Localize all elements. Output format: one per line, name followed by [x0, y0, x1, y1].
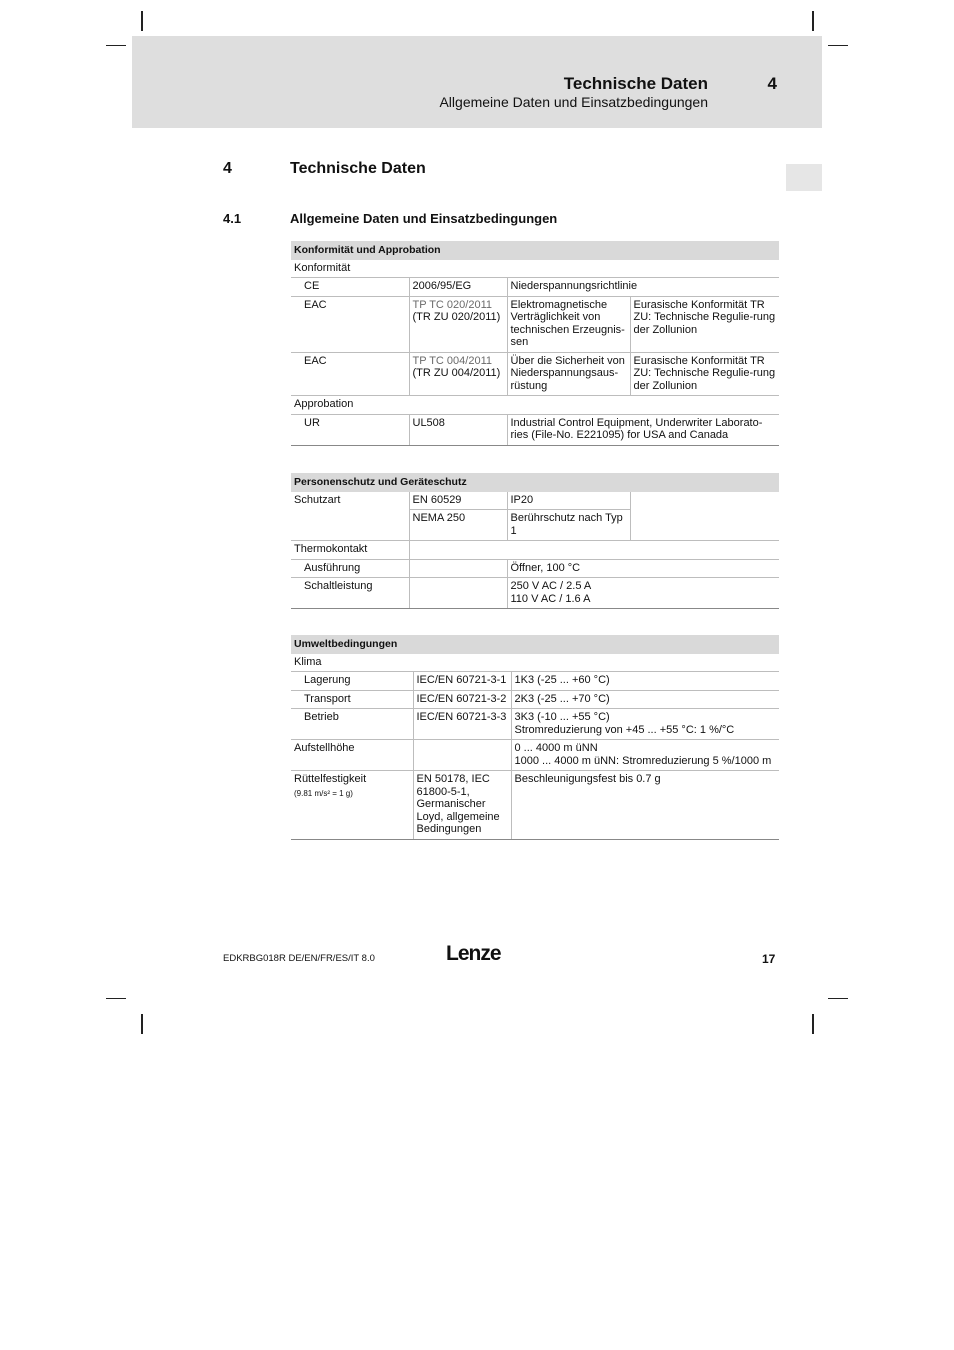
row-standard: 2006/95/EG [409, 278, 507, 297]
footer-doc-id: EDKRBG018R DE/EN/FR/ES/IT 8.0 [223, 953, 375, 964]
row-standard-code: TP TC 020/2011 [412, 298, 492, 311]
crop-mark [106, 45, 126, 46]
table-heading-row [291, 241, 779, 260]
row-note: Eurasische Konformität TR ZU: Technische Regulie-rung der Zollunion [630, 352, 779, 396]
table-row [291, 672, 779, 691]
row-label: Betrieb [291, 709, 413, 740]
row-label: Lagerung [291, 672, 413, 691]
table-row [291, 492, 779, 510]
row-standard: IEC/EN 60721-3-2 [413, 690, 511, 709]
crop-mark [141, 1014, 143, 1034]
row-value-line: 1000 ... 4000 m üNN: Stromreduzierung 5 %/1000 m [514, 754, 772, 767]
table-row [291, 559, 779, 578]
row-value: IP20 [507, 492, 630, 510]
crop-mark [828, 45, 848, 46]
table-row [291, 352, 779, 396]
row-label: EAC [291, 352, 409, 396]
row-standard: NEMA 250 [409, 510, 507, 541]
subsection-number: 4.1 [223, 211, 242, 226]
row-label: Thermokontakt [291, 541, 409, 560]
group-label: Konformität [291, 260, 779, 278]
crop-mark [828, 998, 848, 999]
table-row [291, 296, 779, 352]
row-label-text: Rüttelfestigkeit [294, 773, 367, 785]
group-label: Approbation [291, 396, 779, 415]
table-row [291, 541, 779, 560]
row-standard: EN 60529 [409, 492, 507, 510]
row-description: Niederspannungsrichtlinie [507, 278, 779, 297]
row-label-note: (9.81 m/s² = 1 g) [294, 788, 353, 798]
group-label: Klima [291, 654, 779, 672]
row-label: Ausführung [291, 559, 409, 578]
row-empty [409, 541, 779, 560]
table-row [291, 690, 779, 709]
header-title: Technische Daten [563, 74, 708, 93]
table-row [291, 654, 779, 672]
table-heading-row [291, 473, 779, 492]
crop-mark [141, 11, 143, 31]
table-row [291, 709, 779, 740]
row-label: EAC [291, 296, 409, 352]
row-description: Über die Sicherheit von Niederspannungsaus-rüstung [507, 352, 630, 396]
header-subtitle: Allgemeine Daten und Einsatzbedingungen [439, 94, 708, 110]
row-value: Öffner, 100 °C [507, 559, 779, 578]
row-standard [409, 296, 507, 352]
table-personenschutz [291, 473, 779, 609]
table-heading: Konformität und Approbation [291, 241, 779, 260]
row-standard: UL508 [409, 414, 507, 445]
table-row [291, 740, 779, 771]
row-value-line: 250 V AC / 2.5 A [510, 580, 592, 592]
crop-mark [812, 11, 814, 31]
table-konformitaet [291, 241, 779, 446]
crop-mark [812, 1014, 814, 1034]
row-description: Industrial Control Equipment, Underwriter Laborato-ries (File-No. E221095) for USA and Canada [507, 414, 779, 445]
row-standard: IEC/EN 60721-3-1 [413, 672, 511, 691]
header-chapter: 4 [767, 74, 777, 93]
row-label: Aufstellhöhe [291, 740, 413, 771]
row-standard [409, 352, 507, 396]
row-value-line: 3K3 (-10 ... +55 °C) [514, 711, 610, 723]
row-empty [409, 559, 507, 578]
row-description: Elektromagnetische Verträglichkeit von technischen Erzeugnis-sen [507, 296, 630, 352]
table-row [291, 260, 779, 278]
section-title: Technische Daten [290, 160, 426, 177]
row-note: Eurasische Konformität TR ZU: Technische Regulie-rung der Zollunion [630, 296, 779, 352]
row-standard-alt: (TR ZU 004/2011) [412, 367, 501, 379]
crop-mark [106, 998, 126, 999]
header-band [132, 36, 822, 128]
row-value-line: 0 ... 4000 m üNN [514, 742, 598, 754]
row-value: 2K3 (-25 ... +70 °C) [511, 690, 779, 709]
row-empty [413, 740, 511, 771]
row-standard: EN 50178, IEC 61800-5-1, Germanischer Loyd, allgemeine Bedingungen [413, 771, 511, 840]
row-label: Schutzart [291, 492, 409, 541]
row-value: Beschleunigungsfest bis 0.7 g [511, 771, 779, 840]
lenze-logo: Lenze [446, 942, 501, 965]
row-label: Transport [291, 690, 413, 709]
row-value-line: Stromreduzierung von +45 ... +55 °C: 1 %/°C [514, 723, 735, 736]
row-standard-code: TP TC 004/2011 [412, 354, 492, 367]
row-label: Schaltleistung [291, 578, 409, 609]
chapter-tab [786, 164, 822, 191]
table-heading: Personenschutz und Geräteschutz [291, 473, 779, 492]
row-value: 1K3 (-25 ... +60 °C) [511, 672, 779, 691]
row-value-line: 110 V AC / 1.6 A [510, 592, 591, 605]
subsection-title: Allgemeine Daten und Einsatzbedingungen [290, 211, 558, 226]
table-row [291, 771, 779, 840]
row-label: UR [291, 414, 409, 445]
table-heading-row [291, 635, 779, 654]
table-row [291, 578, 779, 609]
table-row [291, 414, 779, 445]
section-number: 4 [223, 160, 232, 177]
table-row [291, 278, 779, 297]
row-label: CE [291, 278, 409, 297]
row-value: Berührschutz nach Typ 1 [507, 510, 630, 541]
page-number: 17 [762, 952, 776, 966]
row-value [507, 578, 779, 609]
table-umwelt [291, 635, 779, 840]
table-row [291, 396, 779, 415]
row-value [511, 740, 779, 771]
row-empty [630, 492, 779, 541]
row-standard: IEC/EN 60721-3-3 [413, 709, 511, 740]
row-label [291, 771, 413, 840]
table-heading: Umweltbedingungen [291, 635, 779, 654]
row-empty [409, 578, 507, 609]
row-standard-alt: (TR ZU 020/2011) [412, 311, 501, 323]
row-value [511, 709, 779, 740]
